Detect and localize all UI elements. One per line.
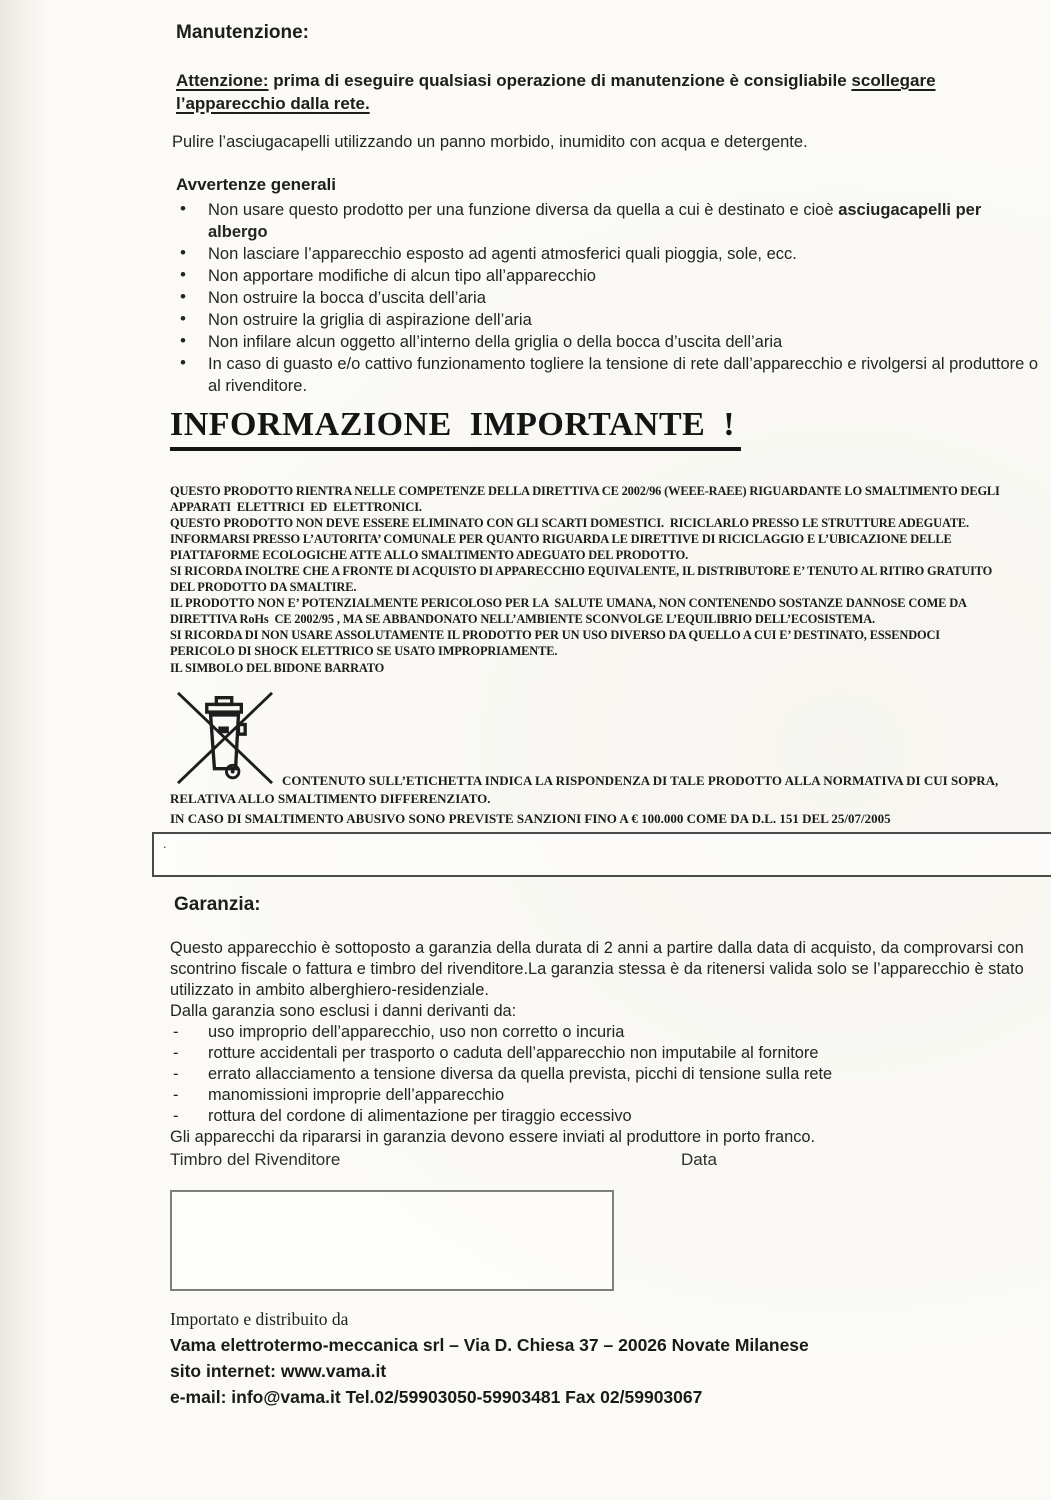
- warranty-exclusion-item: - uso improprio dell’apparecchio, uso non corretto o incuria: [170, 1022, 1051, 1043]
- company-line: Vama elettrotermo-meccanica srl – Via D. Chiesa 37 – 20026 Novate Milanese: [170, 1335, 809, 1355]
- attention-paragraph: [176, 69, 1034, 115]
- weee-directive-paragraph: [170, 483, 1000, 659]
- warning-item: [170, 243, 1042, 265]
- cleaning-instruction: Pulire l’asciugacapelli utilizzando un panno morbido, inumidito con acqua e detergente.: [172, 133, 808, 151]
- warning-item-text: In caso di guasto e/o cattivo funzionamento togliere la tensione di rete dall’apparecchio e rivolgersi al produttore o al rivenditore.: [208, 355, 1039, 395]
- important-info-title: INFORMAZIONE IMPORTANTE !: [170, 406, 741, 451]
- weee-line: DIRETTIVA RoHs CE 2002/95 , MA SE ABBANDONATO NELL’AMBIENTE SCONVOLGE L’EQUILIBRIO DELL’ECOSISTEMA.: [170, 612, 875, 626]
- imported-by-line: Importato e distribuito da: [170, 1309, 349, 1329]
- warning-item-text: Non lasciare l’apparecchio esposto ad agenti atmosferici quali pioggia, sole, ecc.: [208, 245, 797, 263]
- date-label: Data: [681, 1150, 717, 1169]
- warranty-exclusion-item: - rotture accidentali per trasporto o caduta dell’apparecchio non imputabile al fornitore: [170, 1043, 1051, 1064]
- weee-line: IL PRODOTTO NON E’ POTENZIALMENTE PERICOLOSO PER LA SALUTE UMANA, NON CONTENENDO SOSTANZE DANNOSE COME DA: [170, 596, 967, 610]
- warranty-intro-line: utilizzato in ambito alberghiero-residenziale.: [170, 981, 489, 999]
- warranty-title: Garanzia:: [174, 894, 261, 915]
- warranty-intro-line: Questo apparecchio è sottoposto a garanzia della durata di 2 anni a partire dalla data di acquisto, da comprovarsi con: [170, 939, 1024, 957]
- website-line: sito internet: www.vama.it: [170, 1361, 387, 1381]
- footer: [170, 1306, 809, 1410]
- penalty-text: IN CASO DI SMALTIMENTO ABUSIVO SONO PREVISTE SANZIONI FINO A € 100.000 COME DA D.L. 151 DEL 25/07/2005: [170, 811, 891, 826]
- warning-item: [170, 353, 1042, 397]
- warning-item-text: Non infilare alcun oggetto all’interno della griglia o della bocca d’uscita dell’aria: [208, 333, 783, 351]
- weee-line: QUESTO PRODOTTO NON DEVE ESSERE ELIMINATO CON GLI SCARTI DOMESTICI. RICICLARLO PRESSO LE STRUTTURE ADEGUATE.: [170, 516, 969, 530]
- warranty-intro-line: scontrino fiscale o fattura e timbro del rivenditore.La garanzia stessa è da ritenersi valida solo se l’apparecchio è stato: [170, 960, 1024, 978]
- warning-item-text: Non ostruire la bocca d’uscita dell’aria: [208, 289, 486, 307]
- weee-line: QUESTO PRODOTTO RIENTRA NELLE COMPETENZE DELLA DIRETTIVA CE 2002/96 (WEEE-RAEE) RIGUARDANTE LO SMALTIMENTO DEGLI: [170, 484, 1000, 498]
- warning-item: [170, 265, 1042, 287]
- weee-line: APPARATI ELETTRICI ED ELETTRONICI.: [170, 500, 422, 514]
- weee-line: PERICOLO DI SHOCK ELETTRICO SE USATO IMPROPRIAMENTE.: [170, 644, 558, 658]
- weee-line: INFORMARSI PRESSO L’AUTORITA’ COMUNALE PER QUANTO RIGUARDA LE DIRETTIVE DI RICICLAGGIO E L’UBICAZIONE DELLE: [170, 532, 952, 546]
- warranty-section: [170, 938, 1051, 1148]
- bin-symbol-caption: [170, 660, 384, 676]
- warranty-exclusion-item: - rottura del cordone di alimentazione per tiraggio eccessivo: [170, 1106, 1051, 1127]
- weee-line: SI RICORDA DI NON USARE ASSOLUTAMENTE IL PRODOTTO PER UN USO DIVERSO DA QUELLO A CUI E’ DESTINATO, ESSENDOCI: [170, 628, 940, 642]
- warnings-title: Avvertenze generali: [176, 175, 336, 194]
- maintenance-title: Manutenzione:: [176, 22, 309, 43]
- weee-line: DEL PRODOTTO DA SMALTIRE.: [170, 580, 357, 594]
- warning-item-text: Non usare questo prodotto per una funzione diversa da quella a cui è destinato e cioè: [208, 201, 839, 219]
- warranty-shipping-note: Gli apparecchi da ripararsi in garanzia devono essere inviati al produttore in porto franco.: [170, 1128, 816, 1146]
- attention-label: Attenzione:: [176, 71, 269, 90]
- weee-line: PIATTAFORME ECOLOGICHE ATTE ALLO SMALTIMENTO ADEGUATO DEL PRODOTTO.: [170, 548, 689, 562]
- warning-item-text: Non apportare modifiche di alcun tipo all’apparecchio: [208, 267, 596, 285]
- warranty-exclusion-item: - errato allacciamento a tensione diversa da quella prevista, picchi di tensione sulla rete: [170, 1064, 1051, 1085]
- warning-item: [170, 331, 1042, 353]
- warning-item-text: Non ostruire la griglia di aspirazione dell’aria: [208, 311, 532, 329]
- note-box: [152, 832, 1051, 877]
- important-info-title-wrap: [170, 406, 741, 451]
- warning-item-bold: asciugacapelli per albergo: [208, 201, 982, 241]
- warranty-exclusion-item: - manomissioni improprie dell’apparecchio: [170, 1085, 1051, 1106]
- warning-item: [170, 309, 1042, 331]
- stamp-label: Timbro del Rivenditore: [170, 1150, 341, 1169]
- warranty-exclusions-intro: Dalla garanzia sono esclusi i danni derivanti da:: [170, 1002, 517, 1020]
- note-box-mark: .: [163, 836, 167, 851]
- warning-item: [170, 287, 1042, 309]
- stamp-box: [170, 1190, 614, 1291]
- bin-symbol-caption-text: IL SIMBOLO DEL BIDONE BARRATO: [170, 661, 385, 675]
- contact-line: e-mail: info@vama.it Tel.02/59903050-59903481 Fax 02/59903067: [170, 1387, 703, 1407]
- attention-text: prima di eseguire qualsiasi operazione di manutenzione è consigliabile: [268, 71, 852, 90]
- attention-underlined-phrase: scollegare l’apparecchio dalla rete.: [176, 71, 936, 113]
- weee-line: SI RICORDA INOLTRE CHE A FRONTE DI ACQUISTO DI APPARECCHIO EQUIVALENTE, IL DISTRIBUTORE E’ TENUTO AL RITIRO GRATUITO: [170, 564, 993, 578]
- label-compliance-text: CONTENUTO SULL’ETICHETTA INDICA LA RISPONDENZA DI TALE PRODOTTO ALLA NORMATIVA DI CUI SOPRA, RELATIVA ALLO SMALTIMENTO DIFFERENZIATO.: [170, 773, 999, 806]
- warnings-list: [170, 199, 1042, 397]
- warning-item: [170, 199, 1042, 243]
